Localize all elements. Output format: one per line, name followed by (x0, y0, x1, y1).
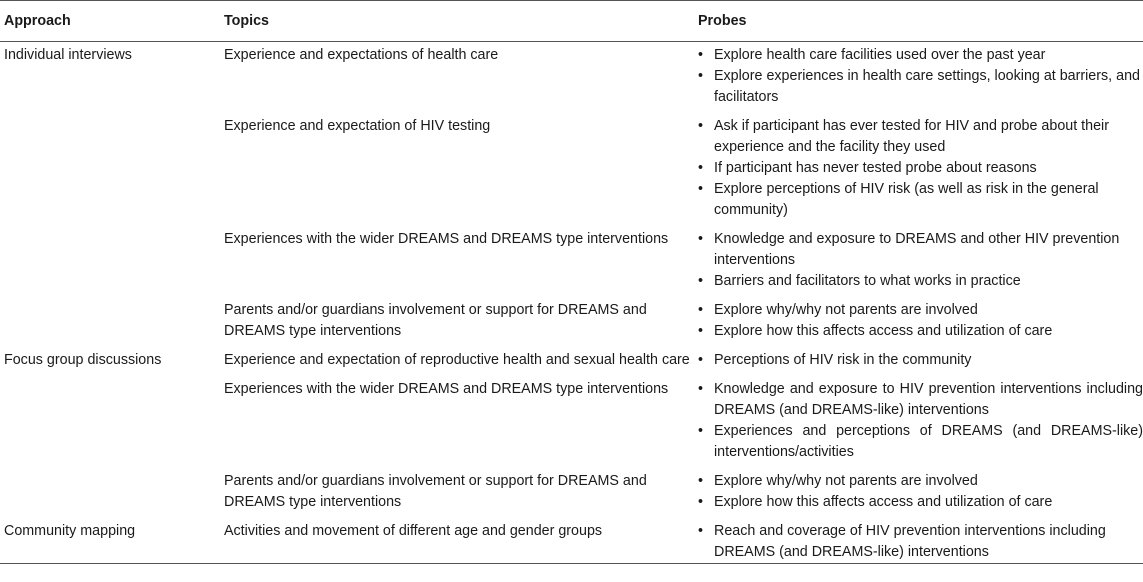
bullet-icon: • (698, 118, 704, 134)
bullet-icon: • (698, 323, 704, 339)
probe-item: • Explore how this affects access and utilization of care (698, 321, 1143, 342)
probes-cell (694, 297, 1143, 347)
bullet-icon: • (698, 352, 704, 368)
bullet-icon: • (698, 273, 704, 289)
probe-item: • Explore perceptions of HIV risk (as well as risk in the general community) (698, 181, 1099, 218)
table-row (0, 226, 1143, 297)
probe-item: • Knowledge and exposure to HIV prevention interventions including DREAMS (and DREAMS-like) interventions (698, 381, 1143, 418)
table-row (0, 297, 1143, 347)
header-topics: Topics (220, 1, 694, 42)
probes-cell (694, 113, 1143, 226)
topic-cell: Experiences with the wider DREAMS and DREAMS type interventions (224, 381, 669, 397)
probe-list (698, 45, 1143, 108)
approach-cell (0, 376, 220, 468)
table-row (0, 468, 1143, 518)
bullet-icon: • (698, 423, 704, 439)
topic-cell: Experience and expectations of health care (224, 47, 499, 63)
bullet-icon: • (698, 47, 704, 63)
bullet-icon: • (698, 68, 704, 84)
probe-list (698, 521, 1143, 563)
probe-item: • Reach and coverage of HIV prevention interventions including DREAMS (and DREAMS-like) interventions (698, 523, 1106, 560)
table-row (0, 518, 1143, 564)
probe-item: • Perceptions of HIV risk in the community (698, 350, 1143, 371)
probe-item: • Ask if participant has ever tested for HIV and probe about their experience and the facility they used (698, 118, 1109, 155)
topic-cell: Parents and/or guardians involvement or support for DREAMS and DREAMS type interventions (224, 302, 647, 339)
probe-list (698, 116, 1143, 221)
probe-list (698, 229, 1143, 292)
probe-item: • Explore health care facilities used over the past year (698, 45, 1143, 66)
header-probes: Probes (694, 1, 1143, 42)
bullet-icon: • (698, 494, 704, 510)
probe-list (698, 379, 1143, 463)
approach-cell: Individual interviews (4, 47, 132, 63)
probes-cell (694, 468, 1143, 518)
probe-item: • Experiences and perceptions of DREAMS (and DREAMS-like) interventions/activities (698, 423, 1143, 460)
probe-item: • Explore experiences in health care settings, looking at barriers, and facilitators (698, 68, 1140, 105)
probes-cell (694, 226, 1143, 297)
probe-list (698, 300, 1143, 342)
table-row (0, 42, 1143, 114)
approach-cell: Community mapping (0, 518, 220, 564)
bullet-icon: • (698, 381, 704, 397)
probes-cell (694, 347, 1143, 376)
bullet-icon: • (698, 231, 704, 247)
topic-cell: Experience and expectation of reproductive health and sexual health care (224, 352, 690, 368)
probes-cell (694, 376, 1143, 468)
topic-cell: Parents and/or guardians involvement or support for DREAMS and DREAMS type interventions (224, 473, 647, 510)
topic-cell: Experience and expectation of HIV testing (224, 118, 491, 134)
probes-cell (694, 518, 1143, 564)
probe-item: • Explore why/why not parents are involved (698, 471, 1143, 492)
table-row (0, 113, 1143, 226)
probe-list (698, 471, 1143, 513)
probe-list (698, 350, 1143, 371)
probe-item: • Barriers and facilitators to what works in practice (698, 271, 1143, 292)
probe-item: • Explore why/why not parents are involved (698, 300, 1143, 321)
probe-item: • If participant has never tested probe about reasons (698, 158, 1143, 179)
bullet-icon: • (698, 181, 704, 197)
table-row (0, 376, 1143, 468)
bullet-icon: • (698, 302, 704, 318)
approach-cell (0, 297, 220, 347)
table-row (0, 347, 1143, 376)
approach-cell (0, 226, 220, 297)
probes-cell (694, 42, 1143, 114)
topic-cell: Experiences with the wider DREAMS and DREAMS type interventions (224, 231, 669, 247)
approach-cell (0, 468, 220, 518)
bullet-icon: • (698, 473, 704, 489)
approach-cell (0, 113, 220, 226)
bullet-icon: • (698, 160, 704, 176)
probe-item: • Knowledge and exposure to DREAMS and other HIV prevention interventions (698, 231, 1120, 268)
header-row (0, 1, 1143, 42)
bullet-icon: • (698, 523, 704, 539)
topic-cell: Activities and movement of different age and gender groups (220, 518, 694, 564)
approach-cell: Focus group discussions (4, 352, 162, 368)
header-approach: Approach (0, 1, 220, 42)
probe-item: • Explore how this affects access and utilization of care (698, 492, 1143, 513)
